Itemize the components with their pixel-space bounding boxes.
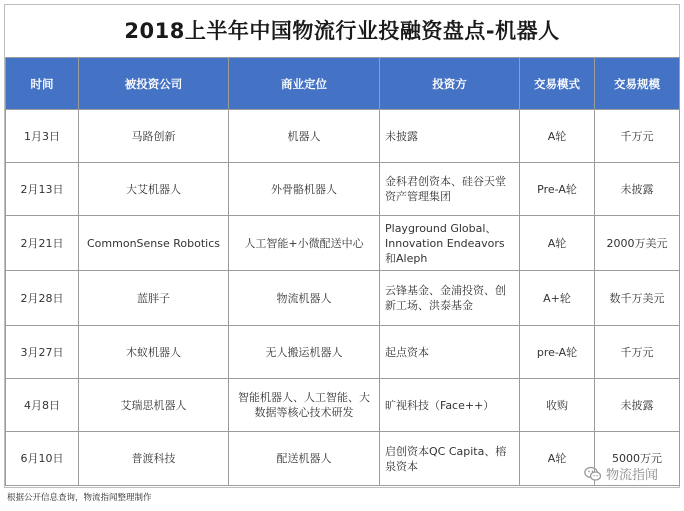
cell-company: 马路创新: [79, 110, 229, 163]
table-row: [6, 163, 680, 216]
table-row: [6, 379, 680, 432]
cell-scale: 千万元: [595, 326, 680, 379]
cell-investors: 未披露: [380, 110, 520, 163]
cell-date: 2月28日: [6, 271, 79, 326]
cell-company: 木蚁机器人: [79, 326, 229, 379]
cell-date: 4月8日: [6, 379, 79, 432]
cell-positioning: 外骨骼机器人: [229, 163, 380, 216]
header-scale: 交易规模: [595, 58, 680, 110]
header-investors: 投资方: [380, 58, 520, 110]
cell-investors: 旷视科技（Face++）: [380, 379, 520, 432]
wechat-icon: [584, 466, 602, 482]
cell-date: 2月21日: [6, 216, 79, 271]
cell-mode: 收购: [520, 379, 595, 432]
cell-date: 2月13日: [6, 163, 79, 216]
table-row: [6, 110, 680, 163]
watermark-text: 物流指闻: [605, 468, 658, 483]
header-company: 被投资公司: [79, 58, 229, 110]
table-row: [6, 432, 680, 486]
table-row: [6, 271, 680, 326]
page-title: 2018上半年中国物流行业投融资盘点-机器人: [124, 19, 560, 43]
cell-mode: A轮: [520, 432, 595, 486]
footer-note: 根据公开信息查询，物流指闻整理制作: [7, 493, 152, 503]
cell-mode: A轮: [520, 110, 595, 163]
cell-positioning: 人工智能+小微配送中心: [229, 216, 380, 271]
cell-positioning: 机器人: [229, 110, 380, 163]
cell-mode: A轮: [520, 216, 595, 271]
cell-date: 1月3日: [6, 110, 79, 163]
cell-investors: Playground Global、Innovation Endeavors和Aleph: [380, 216, 520, 271]
cell-mode: Pre-A轮: [520, 163, 595, 216]
table-row: [6, 326, 680, 379]
cell-positioning: 无人搬运机器人: [229, 326, 380, 379]
table-row: [6, 216, 680, 271]
cell-investors: 云锋基金、金浦投资、创新工场、洪泰基金: [380, 271, 520, 326]
cell-investors: 启创资本QC Capita、榕泉资本: [380, 432, 520, 486]
cell-mode: pre-A轮: [520, 326, 595, 379]
cell-scale: 未披露: [595, 379, 680, 432]
cell-scale: 数千万美元: [595, 271, 680, 326]
watermark: [584, 464, 658, 483]
cell-company: CommonSense Robotics: [79, 216, 229, 271]
cell-company: 大艾机器人: [79, 163, 229, 216]
financing-table: [5, 57, 680, 486]
cell-scale: 未披露: [595, 163, 680, 216]
header-mode: 交易模式: [520, 58, 595, 110]
cell-date: 3月27日: [6, 326, 79, 379]
cell-positioning: 物流机器人: [229, 271, 380, 326]
cell-scale: 2000万美元: [595, 216, 680, 271]
cell-company: 艾瑞思机器人: [79, 379, 229, 432]
header-date: 时间: [6, 58, 79, 110]
cell-scale: 5000万元: [595, 432, 680, 486]
cell-company: 普渡科技: [79, 432, 229, 486]
cell-scale: 千万元: [595, 110, 680, 163]
table-header-row: [6, 58, 680, 110]
cell-positioning: 智能机器人、人工智能、大数据等核心技术研发: [229, 379, 380, 432]
cell-company: 蓝胖子: [79, 271, 229, 326]
cell-mode: A+轮: [520, 271, 595, 326]
cell-investors: 金科君创资本、硅谷天堂资产管理集团: [380, 163, 520, 216]
cell-investors: 起点资本: [380, 326, 520, 379]
cell-date: 6月10日: [6, 432, 79, 486]
cell-positioning: 配送机器人: [229, 432, 380, 486]
header-positioning: 商业定位: [229, 58, 380, 110]
